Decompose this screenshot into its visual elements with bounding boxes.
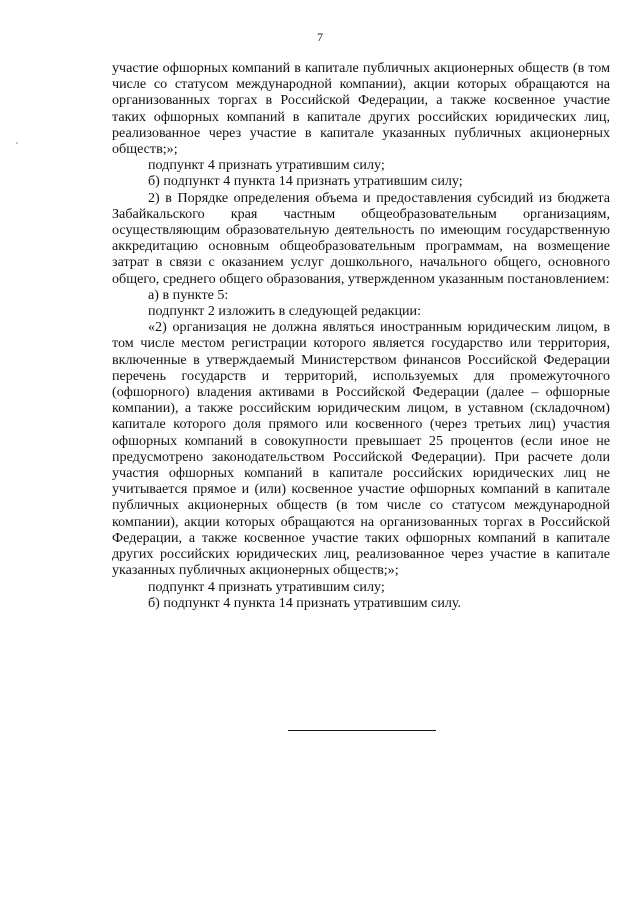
document-body: [112, 60, 610, 611]
paragraph-quoted-subitem-2: «2) организация не должна являться иностранным юридическим лицом, в том числе местом регистрации которого является государство или территория, включенные в утверждаемый Министерством финансов Российской Федерации перечень государств и территорий, используемых для промежуточного (офшорного) владения активами в Российской Федерации (далее – офшорные компании), а также российским юридическим лицом, в уставном (складочном) капитале которого доля прямого или косвенного (через третьих лиц) участия офшорных компаний в совокупности превышает 25 процентов (если иное не предусмотрено законодательством Российской Федерации). При расчете доли участия офшорных компаний в капитале российских юридических лиц не учитывается прямое и (или) косвенное участие офшорных компаний в капитале публичных акционерных обществ (в том числе со статусом международной компании), акции которых обращаются на организованных торгах в Российской Федерации, а также косвенное участие таких офшорных компаний в капитале других российских юридических лиц, реализованное через участие в капитале указанных публичных акционерных обществ;»;: [112, 319, 610, 579]
paragraph-subitem-4-repeal-2: подпункт 4 признать утратившим силу;: [148, 578, 385, 595]
paragraph-item-2-procedure: 2) в Порядке определения объема и предоставления субсидий из бюджета Забайкальского края частным общеобразовательным организациям, осуществляющим образовательную деятельность по имеющим государственную аккредитацию основным общеобразовательным программам, на возмещение затрат в связи с оказанием услуг дошкольного, начального общего, основного общего, среднего общего образования, утвержденном указанным постановлением:: [112, 189, 610, 287]
paragraph-item-b-repeal-final: б) подпункт 4 пункта 14 признать утратившим силу.: [148, 594, 462, 611]
end-of-document-rule: [288, 730, 436, 731]
paragraph-item-a-point-5: а) в пункте 5:: [148, 286, 229, 303]
page-number: 7: [317, 30, 323, 44]
paragraph-item-b-repeal: б) подпункт 4 пункта 14 признать утратившим силу;: [148, 173, 463, 190]
paragraph-continuation: участие офшорных компаний в капитале публичных акционерных обществ (в том числе со статусом международной компании), акции которых обращаются на организованных торгах в Российской Федерации, а также косвенное участие таких офшорных компаний в капитале других российских юридических лиц, реализованное через участие в капитале указанных публичных акционерных обществ;»;: [112, 60, 610, 158]
paragraph-subitem-4-repeal: подпункт 4 признать утратившим силу;: [148, 157, 385, 174]
scan-speck: [16, 142, 18, 144]
paragraph-subitem-2-new-wording: подпункт 2 изложить в следующей редакции:: [148, 303, 422, 320]
